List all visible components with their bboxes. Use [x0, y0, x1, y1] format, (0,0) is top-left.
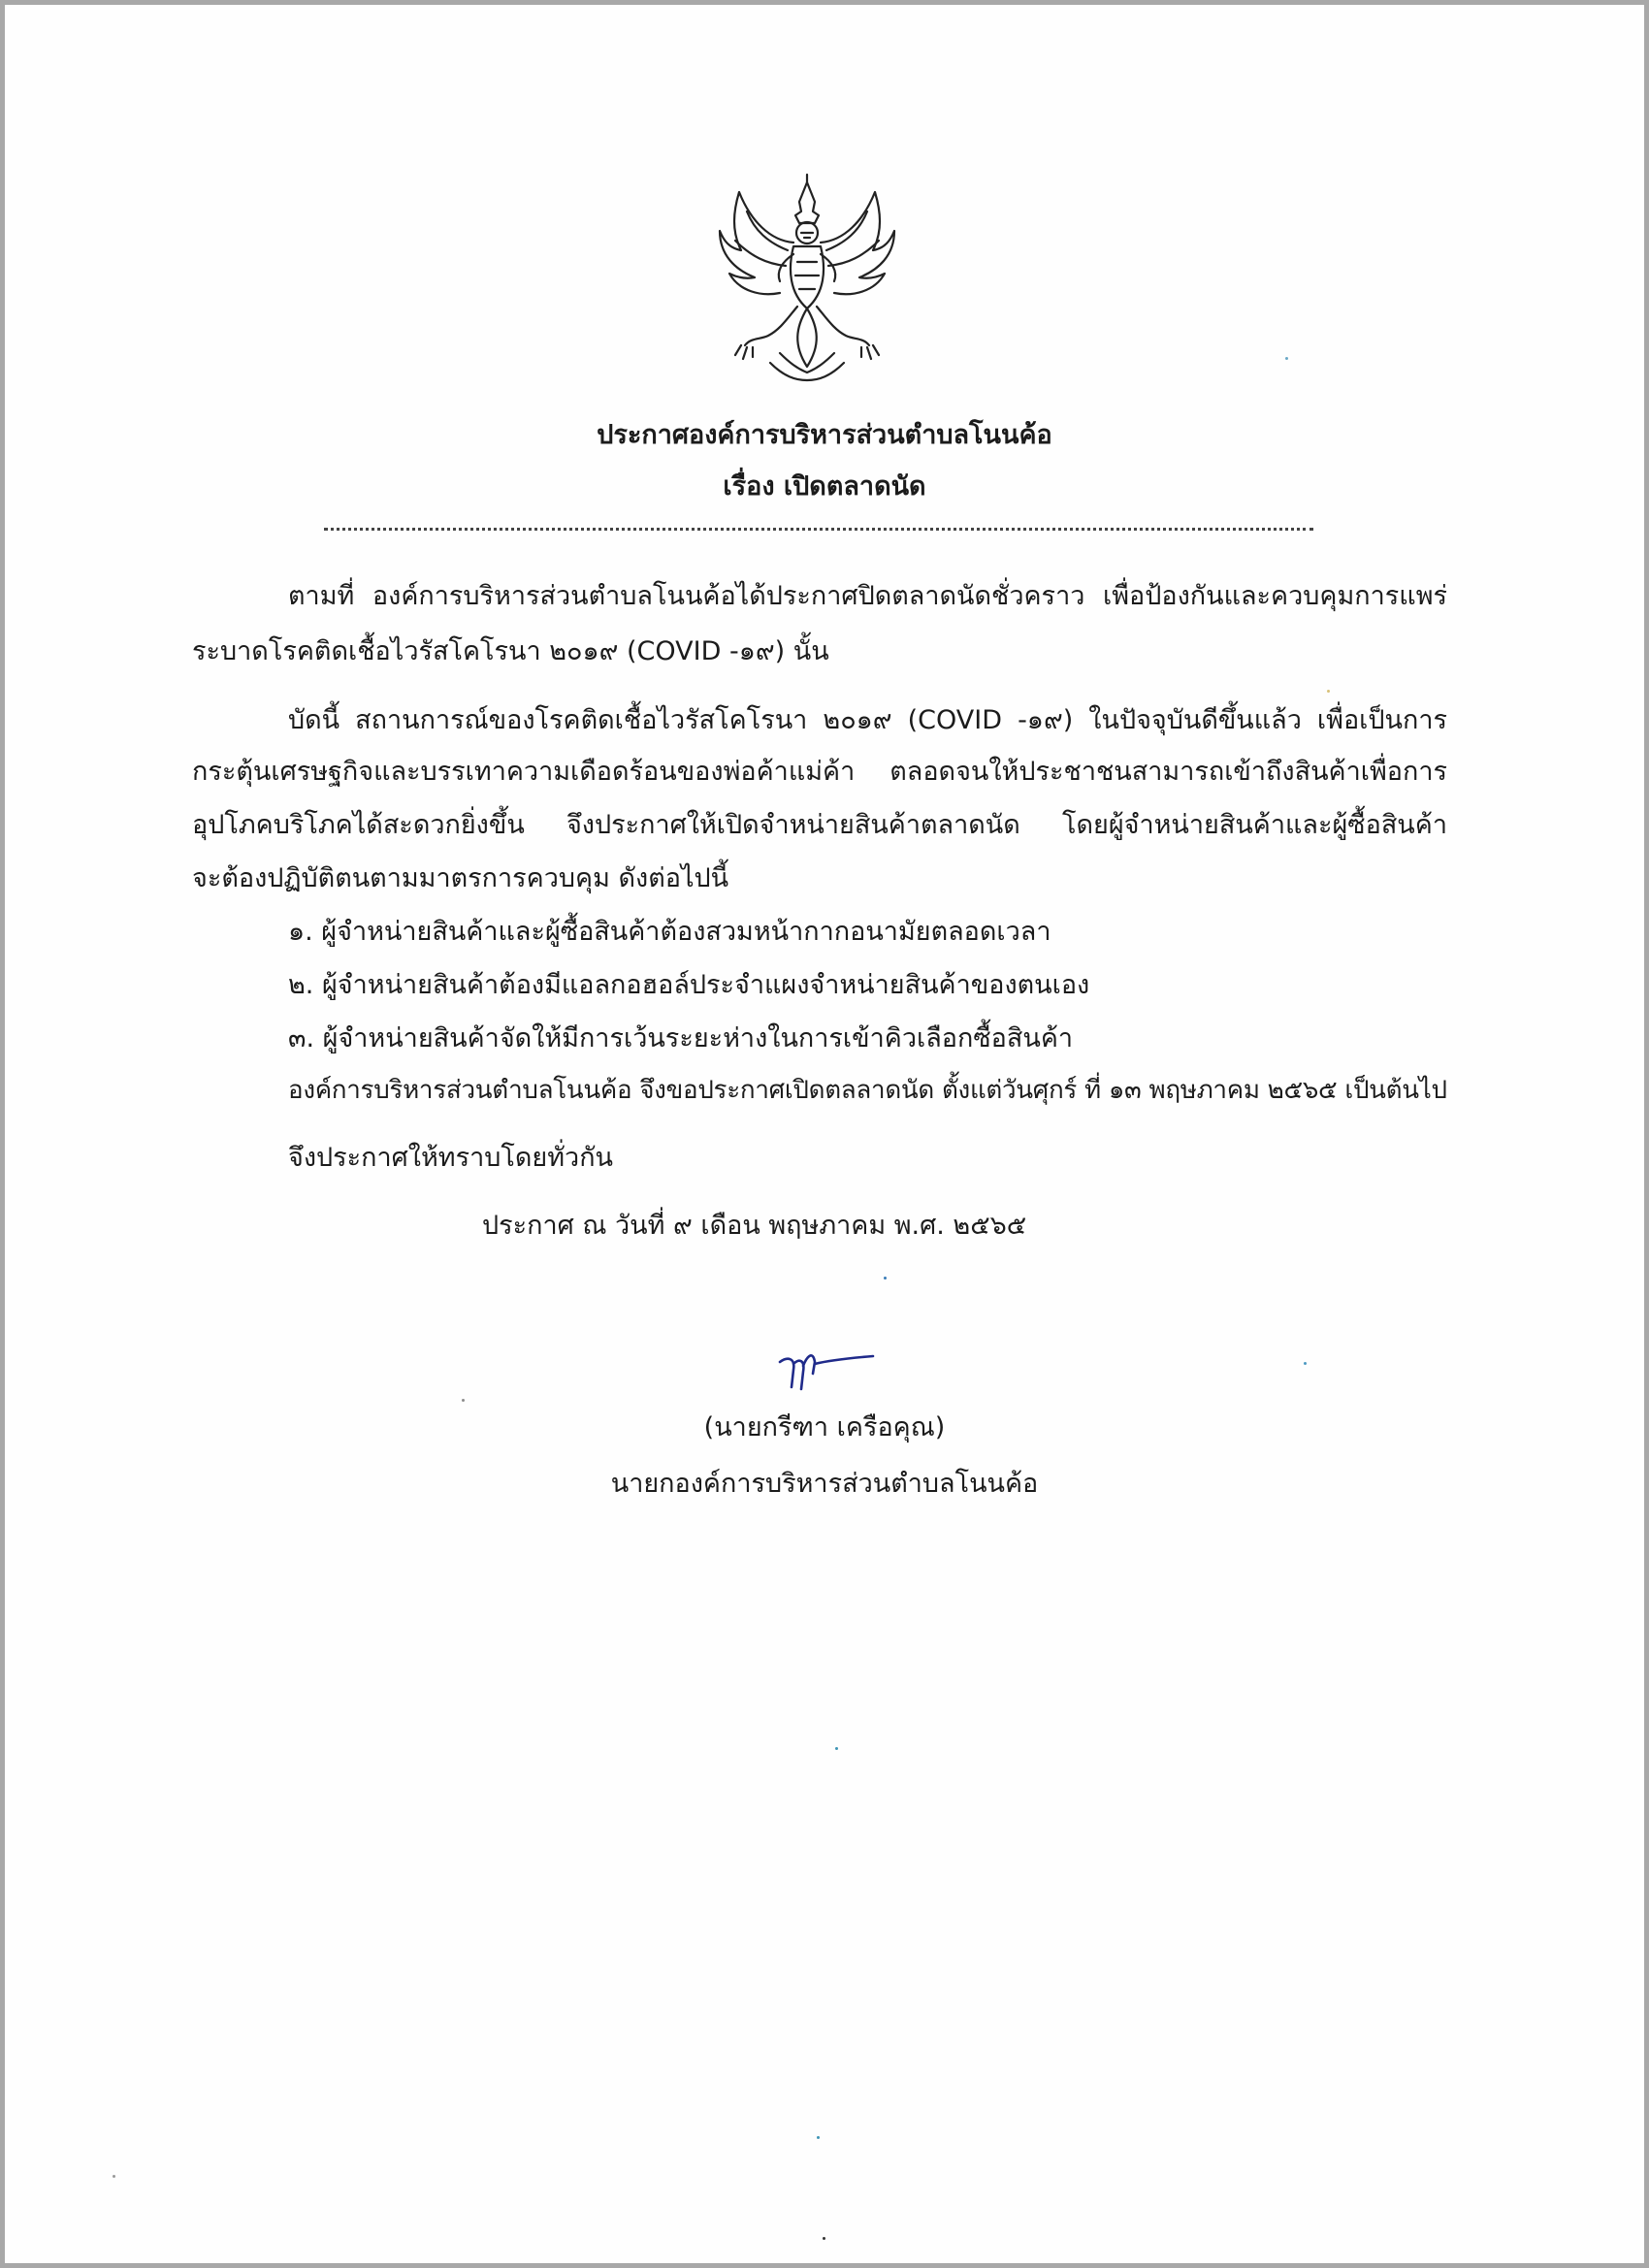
scan-speck	[884, 1277, 887, 1280]
announcement-subject: เรื่อง เปิดตลาดนัด	[723, 471, 926, 502]
measure-item-2: ๒. ผู้จำหน่ายสินค้าต้องมีแอลกอฮอล์ประจำแผงจำหน่ายสินค้าของตนเอง	[288, 970, 1090, 1000]
garuda-emblem-icon	[712, 173, 902, 386]
signatory-position: นายกองค์การบริหารส่วนตำบลโนนค้อ	[610, 1469, 1039, 1499]
paragraph-2-line-4: จะต้องปฏิบัติตนตามมาตรการควบคุม ดังต่อไปนี้	[192, 863, 729, 893]
measure-item-1: ๑. ผู้จำหน่ายสินค้าและผู้ซื้อสินค้าต้องสวมหน้ากากอนามัยตลอดเวลา	[288, 917, 1051, 947]
scan-speck	[113, 2175, 115, 2178]
dotted-divider	[324, 528, 1313, 531]
measure-item-3: ๓. ผู้จำหน่ายสินค้าจัดให้มีการเว้นระยะห่างในการเข้าคิวเลือกซื้อสินค้า	[288, 1023, 1074, 1053]
signatory-name: (นายกรีฑา เครือคุณ)	[703, 1412, 946, 1442]
scan-speck	[823, 2237, 825, 2240]
scan-speck	[1327, 690, 1330, 693]
scan-speck	[462, 1399, 465, 1402]
announcement-title: ประกาศองค์การบริหารส่วนตำบลโนนค้อ	[597, 420, 1052, 450]
announcement-date: ประกาศ ณ วันที่ ๙ เดือน พฤษภาคม พ.ศ. ๒๕๖๕	[482, 1211, 1027, 1241]
paragraph-2-line-1: บัดนี้ สถานการณ์ของโรคติดเชื้อไวรัสโคโรนา ๒๐๑๙ (COVID -๑๙) ในปัจจุบันดีขึ้นแล้ว เพื่อเป็นการ	[288, 705, 1447, 735]
paragraph-2-line-3: อุปโภคบริโภคได้สะดวกยิ่งขึ้น จึงประกาศให้เปิดจำหน่ายสินค้าตลาดนัด โดยผู้จำหน่ายสินค้าและผู้ซื้อสินค้า	[192, 810, 1447, 840]
closing-statement: จึงประกาศให้ทราบโดยทั่วกัน	[288, 1143, 613, 1173]
scan-speck	[1285, 357, 1288, 360]
opening-date-statement: องค์การบริหารส่วนตำบลโนนค้อ จึงขอประกาศเปิดตลลาดนัด ตั้งแต่วันศุกร์ ที่ ๑๓ พฤษภาคม ๒๕๖๕ เป็นต้นไป	[288, 1076, 1447, 1105]
document-page	[6, 6, 1643, 2262]
scan-speck	[817, 2136, 820, 2139]
scan-speck	[1304, 1362, 1307, 1365]
paragraph-1-line-2: ระบาดโรคติดเชื้อไวรัสโคโรนา ๒๐๑๙ (COVID -๑๙) นั้น	[192, 636, 829, 666]
scan-speck	[835, 1747, 838, 1750]
paragraph-1-line-1: ตามที่ องค์การบริหารส่วนตำบลโนนค้อได้ประกาศปิดตลาดนัดชั่วคราว เพื่อป้องกันและควบคุมการแพร่	[288, 581, 1447, 611]
handwritten-signature	[772, 1341, 879, 1399]
paragraph-2-line-2: กระตุ้นเศรษฐกิจและบรรเทาความเดือดร้อนของพ่อค้าแม่ค้า ตลอดจนให้ประชาชนสามารถเข้าถึงสินค้าเพื่อการ	[192, 757, 1447, 787]
